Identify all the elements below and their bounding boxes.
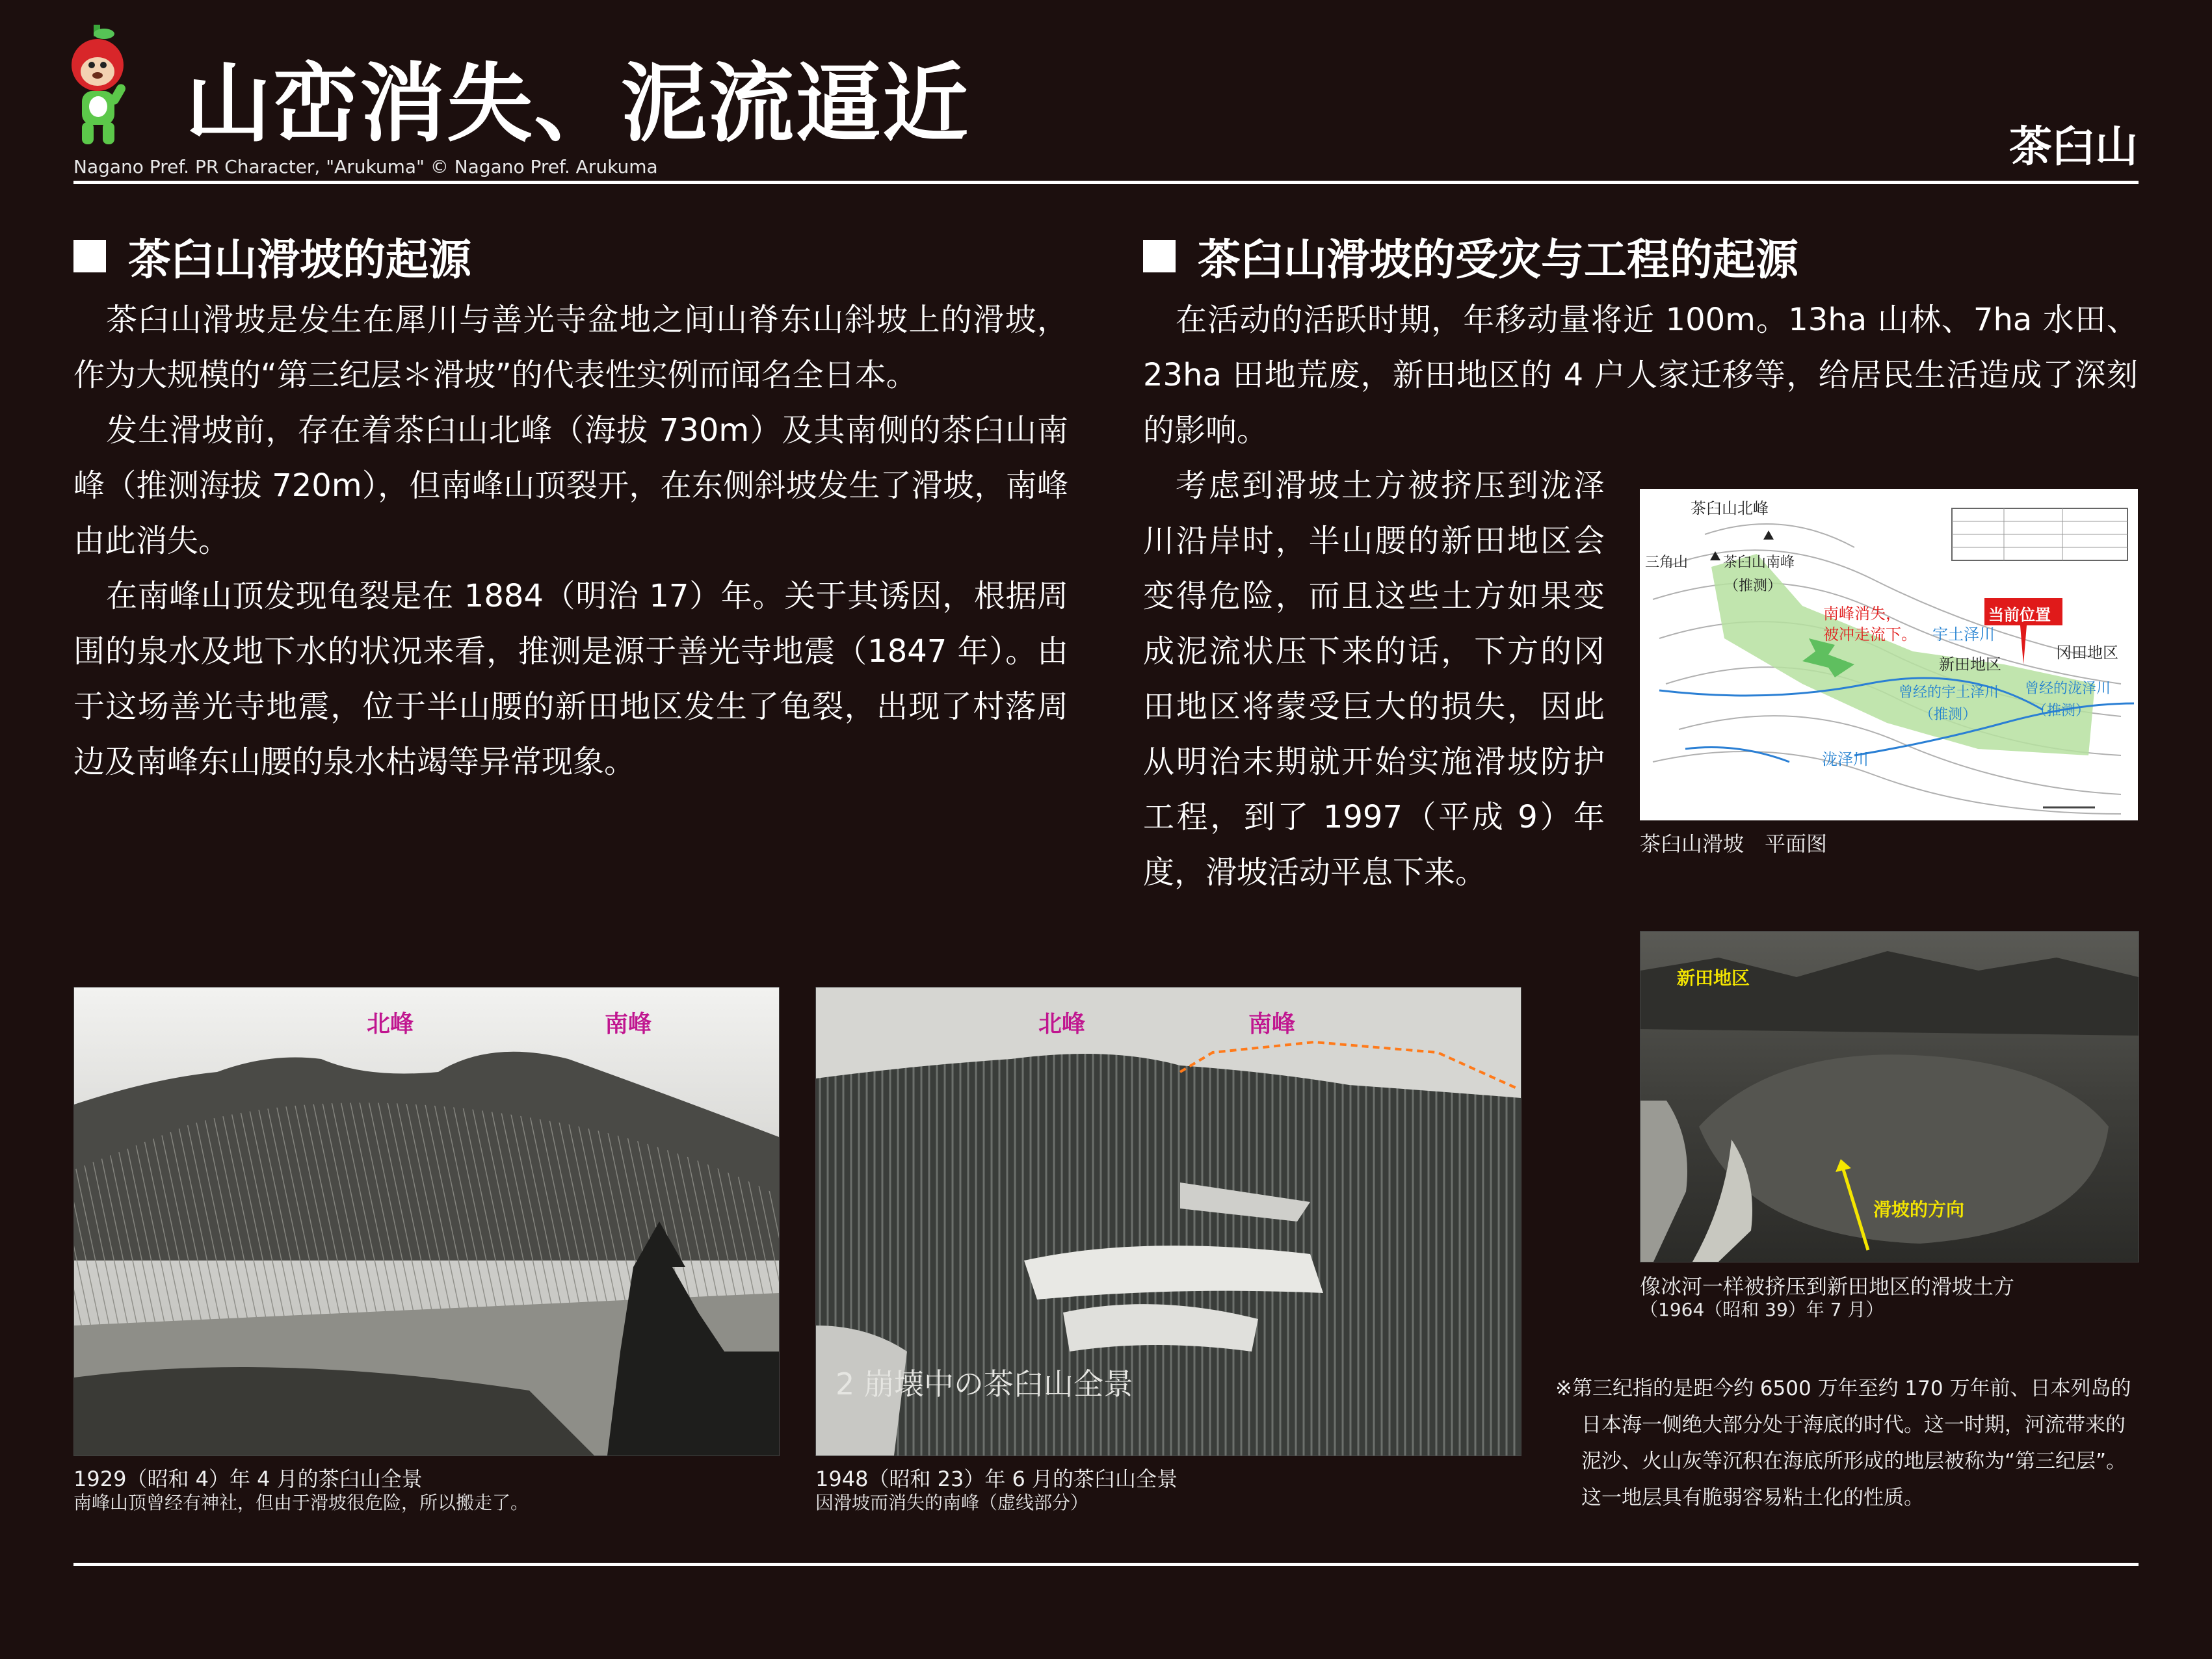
left-section-heading [73, 225, 471, 287]
photo-1948-panorama [815, 987, 1521, 1456]
right-section-heading [1143, 225, 1798, 287]
page-title: 山峦消失、泥流逼近 [185, 54, 969, 154]
map-label-former-takizawa: 曾经的泷泽川 [2025, 681, 2111, 697]
map-label-former-utsuchi: 曾经的宇土泽川 [1899, 685, 1999, 701]
arukuma-mascot-logo [70, 25, 129, 148]
right-paragraph-1: 在活动的活跃时期，年移动量将近 100m。13ha 山林、7ha 水田、23ha 田地荒废，新田地区的 4 户人家迁移等，给居民生活造成了深刻的影响。 [1143, 302, 2138, 449]
heading-square-icon [1143, 240, 1176, 272]
map-label-south-peak-lost-2: 被冲走流下。 [1823, 625, 1917, 644]
map-label-utsuchi-river: 宇土泽川 [1932, 625, 1995, 644]
photo-1948-caption: 1948（昭和 23）年 6 月的茶臼山全景 [815, 1467, 1178, 1491]
lost-peak-dashed-outline [1178, 1033, 1521, 1104]
right-section-body-1 [1143, 293, 2138, 458]
map-label-takizawa-river: 泷泽川 [1822, 750, 1869, 768]
left-paragraph-3: 在南峰山顶发现龟裂是在 1884（明治 17）年。关于其诱因，根据周围的泉水及地下水的状况来看，推测是源于善光寺地震（1847 年）。由于这场善光寺地震，位于半山腰的新田地区发生了龟裂，出现了村落周边及南峰东山腰的泉水枯竭等异常现象。 [73, 578, 1068, 780]
photo-1929-caption: 1929（昭和 4）年 4 月的茶臼山全景 [73, 1467, 423, 1491]
map-label-south-peak: 茶臼山南峰 [1723, 555, 1795, 571]
right-heading-text: 茶臼山滑坡的受灾与工程的起源 [1198, 235, 1798, 285]
map-label-okada: 冈田地区 [2056, 644, 2118, 662]
footnote-text: ※第三纪指的是距今约 6500 万年至约 170 万年前、日本列岛的日本海一侧绝大部分处于海底的时代。这一时期，河流带来的泥沙、火山灰等沉积在海底所形成的地层被称为“第三纪层”。这一地层具有脆弱容易粘土化的性质。 [1555, 1377, 2131, 1509]
map-label-former-takizawa-sub: （推测） [2033, 703, 2090, 719]
footer-divider [73, 1563, 2139, 1566]
map-label-north-peak: 茶臼山北峰 [1691, 499, 1769, 517]
photo-1948-label-south: 南峰 [1248, 1011, 1296, 1038]
map-label-south-peak-sub: （推测） [1724, 578, 1782, 594]
photo-1964-sub: （1964（昭和 39）年 7 月） [1640, 1299, 1884, 1320]
photo-1948-label-north: 北峰 [1038, 1011, 1086, 1038]
photo-1964-caption: 像冰河一样被挤压到新田地区的滑坡土方 [1640, 1274, 2015, 1299]
location-name: 茶臼山 [2009, 122, 2138, 172]
photo-1929-sub: 南峰山顶曾经有神社，但由于滑坡很危险，所以搬走了。 [73, 1492, 529, 1513]
photo-1964-label-area: 新田地区 [1677, 967, 1750, 989]
map-label-shinden: 新田地区 [1939, 655, 2001, 673]
photo-1964-label-direction: 滑坡的方向 [1873, 1199, 1965, 1220]
mascot-credit: Nagano Pref. PR Character, "Arukuma" © Nagano Pref. Arukuma [73, 156, 658, 177]
right-section-body-2 [1143, 458, 1605, 900]
photo-1948-sub: 因滑坡而消失的南峰（虚线部分） [815, 1492, 1089, 1513]
map-label-current-position: 当前位置 [1988, 606, 2051, 624]
footnote [1555, 1370, 2140, 1516]
map-label-former-utsuchi-sub: （推测） [1919, 707, 1977, 723]
photo-1929-panorama [73, 987, 780, 1456]
left-section-body [73, 293, 1068, 790]
right-paragraph-2: 考虑到滑坡土方被挤压到泷泽川沿岸时，半山腰的新田地区会变得危险，而且这些土方如果变成泥流状压下来的话，下方的冈田地区将蒙受巨大的损失，因此从明治末期就开始实施滑坡防护工程，到了 1997（平成 9）年度，滑坡活动平息下来。 [1143, 467, 1605, 891]
left-paragraph-2: 发生滑坡前，存在着茶臼山北峰（海拔 730m）及其南侧的茶臼山南峰（推测海拔 720m），但南峰山顶裂开，在东侧斜坡发生了滑坡，南峰由此消失。 [73, 412, 1068, 559]
left-heading-text: 茶臼山滑坡的起源 [128, 235, 471, 285]
header-divider [73, 181, 2139, 184]
heading-square-icon [73, 240, 106, 272]
map-caption: 茶臼山滑坡 平面图 [1640, 831, 1828, 856]
photo-1929-label-south: 南峰 [605, 1011, 652, 1038]
photo-1964-landslide [1640, 931, 2139, 1262]
map-label-triangulation: 三角山 [1645, 555, 1689, 571]
landslide-plan-map [1640, 489, 2138, 820]
photo-1948-inscription: 2 崩壊中の茶臼山全景 [836, 1366, 1133, 1402]
map-label-south-peak-lost-1: 南峰消失， [1823, 605, 1901, 623]
left-paragraph-1: 茶臼山滑坡是发生在犀川与善光寺盆地之间山脊东山斜坡上的滑坡，作为大规模的“第三纪层＊滑坡”的代表性实例而闻名全日本。 [73, 302, 1068, 393]
photo-1929-label-north: 北峰 [367, 1011, 414, 1038]
